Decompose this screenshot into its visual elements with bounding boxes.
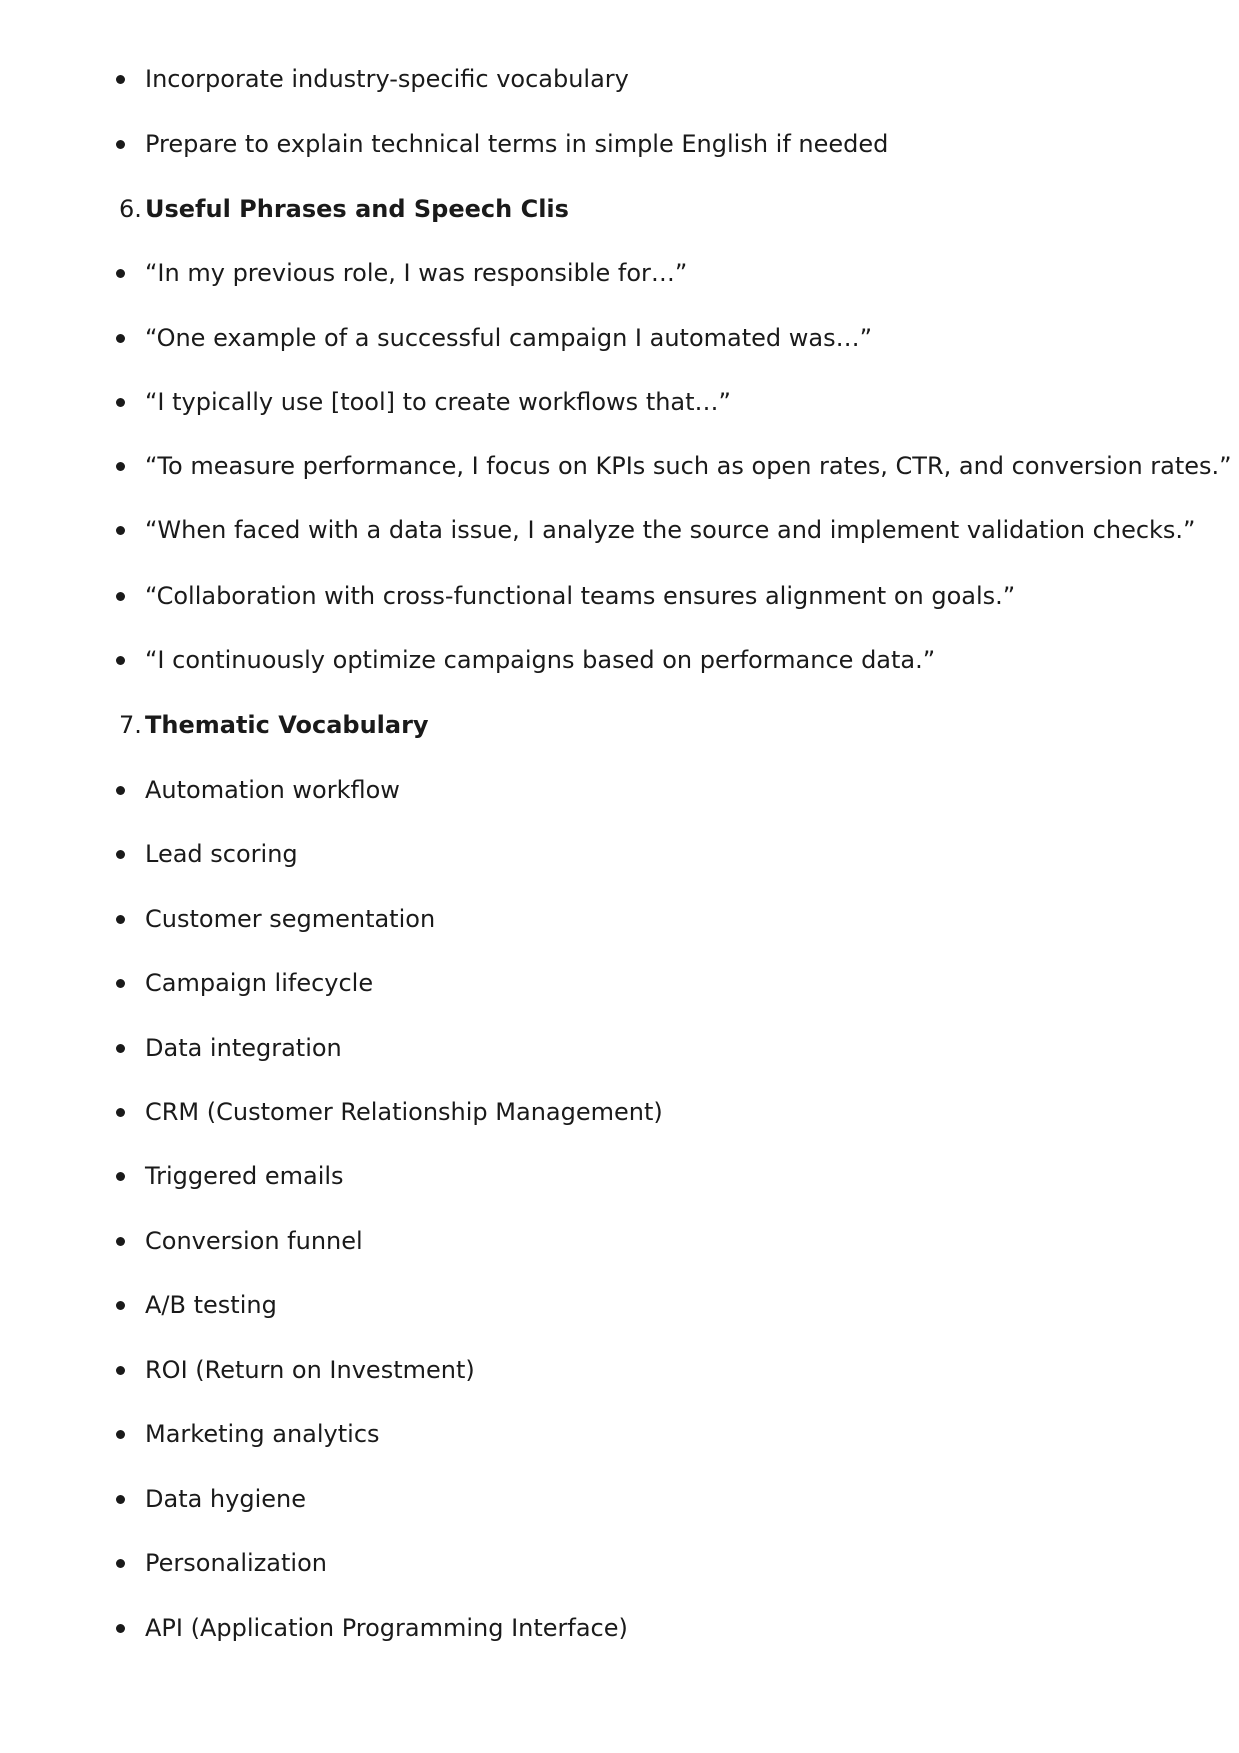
list-item-text: CRM (Customer Relationship Management) — [145, 1098, 663, 1126]
bullet-icon — [116, 850, 125, 859]
bullet-icon — [116, 1559, 125, 1568]
list-item-text: Marketing analytics — [145, 1420, 380, 1448]
section-number: 6. — [119, 195, 142, 223]
bullet-icon — [116, 1301, 125, 1310]
list-item-text: “Collaboration with cross-functional teams ensures alignment on goals.” — [145, 582, 1016, 610]
bullet-icon — [116, 915, 125, 924]
list-item-text: “When faced with a data issue, I analyze the source and implement validation checks.” — [145, 516, 1196, 544]
list-item-text: Data hygiene — [145, 1485, 306, 1513]
bullet-icon — [116, 1044, 125, 1053]
bullet-icon — [116, 1430, 125, 1439]
bullet-icon — [116, 1495, 125, 1504]
section-title: Useful Phrases and Speech Clis — [145, 195, 569, 223]
list-item-text: ROI (Return on Investment) — [145, 1356, 475, 1384]
list-item-text: “One example of a successful campaign I automated was…” — [145, 324, 873, 352]
list-item-text: Campaign lifecycle — [145, 969, 374, 997]
bullet-icon — [116, 1624, 125, 1633]
bullet-icon — [116, 1366, 125, 1375]
list-item-text: Personalization — [145, 1549, 327, 1577]
list-item-text: Customer segmentation — [145, 905, 436, 933]
list-item-text: Incorporate industry-specific vocabulary — [145, 65, 629, 93]
bullet-icon — [116, 398, 125, 407]
list-item-text: Automation workflow — [145, 776, 400, 804]
bullet-icon — [116, 656, 125, 665]
list-item-text: “I typically use [tool] to create workflows that…” — [145, 388, 731, 416]
list-item-text: API (Application Programming Interface) — [145, 1614, 628, 1642]
list-item-text: Prepare to explain technical terms in simple English if needed — [145, 130, 889, 158]
bullet-icon — [116, 140, 125, 149]
list-item-text: A/B testing — [145, 1291, 277, 1319]
bullet-icon — [116, 526, 125, 535]
section-number: 7. — [119, 711, 142, 739]
list-item-text: “In my previous role, I was responsible for…” — [145, 259, 688, 287]
bullet-icon — [116, 1108, 125, 1117]
bullet-icon — [116, 269, 125, 278]
bullet-icon — [116, 1237, 125, 1246]
section-title: Thematic Vocabulary — [145, 711, 429, 739]
list-item-text: Data integration — [145, 1034, 342, 1062]
list-item-text: Triggered emails — [145, 1162, 344, 1190]
bullet-icon — [116, 979, 125, 988]
list-item-text: Lead scoring — [145, 840, 298, 868]
list-item-text: “To measure performance, I focus on KPIs such as open rates, CTR, and conversion rates.” — [145, 452, 1232, 480]
bullet-icon — [116, 786, 125, 795]
bullet-icon — [116, 75, 125, 84]
bullet-icon — [116, 462, 125, 471]
list-item-text: Conversion funnel — [145, 1227, 363, 1255]
bullet-icon — [116, 1172, 125, 1181]
bullet-icon — [116, 334, 125, 343]
list-item-text: “I continuously optimize campaigns based on performance data.” — [145, 646, 936, 674]
bullet-icon — [116, 592, 125, 601]
